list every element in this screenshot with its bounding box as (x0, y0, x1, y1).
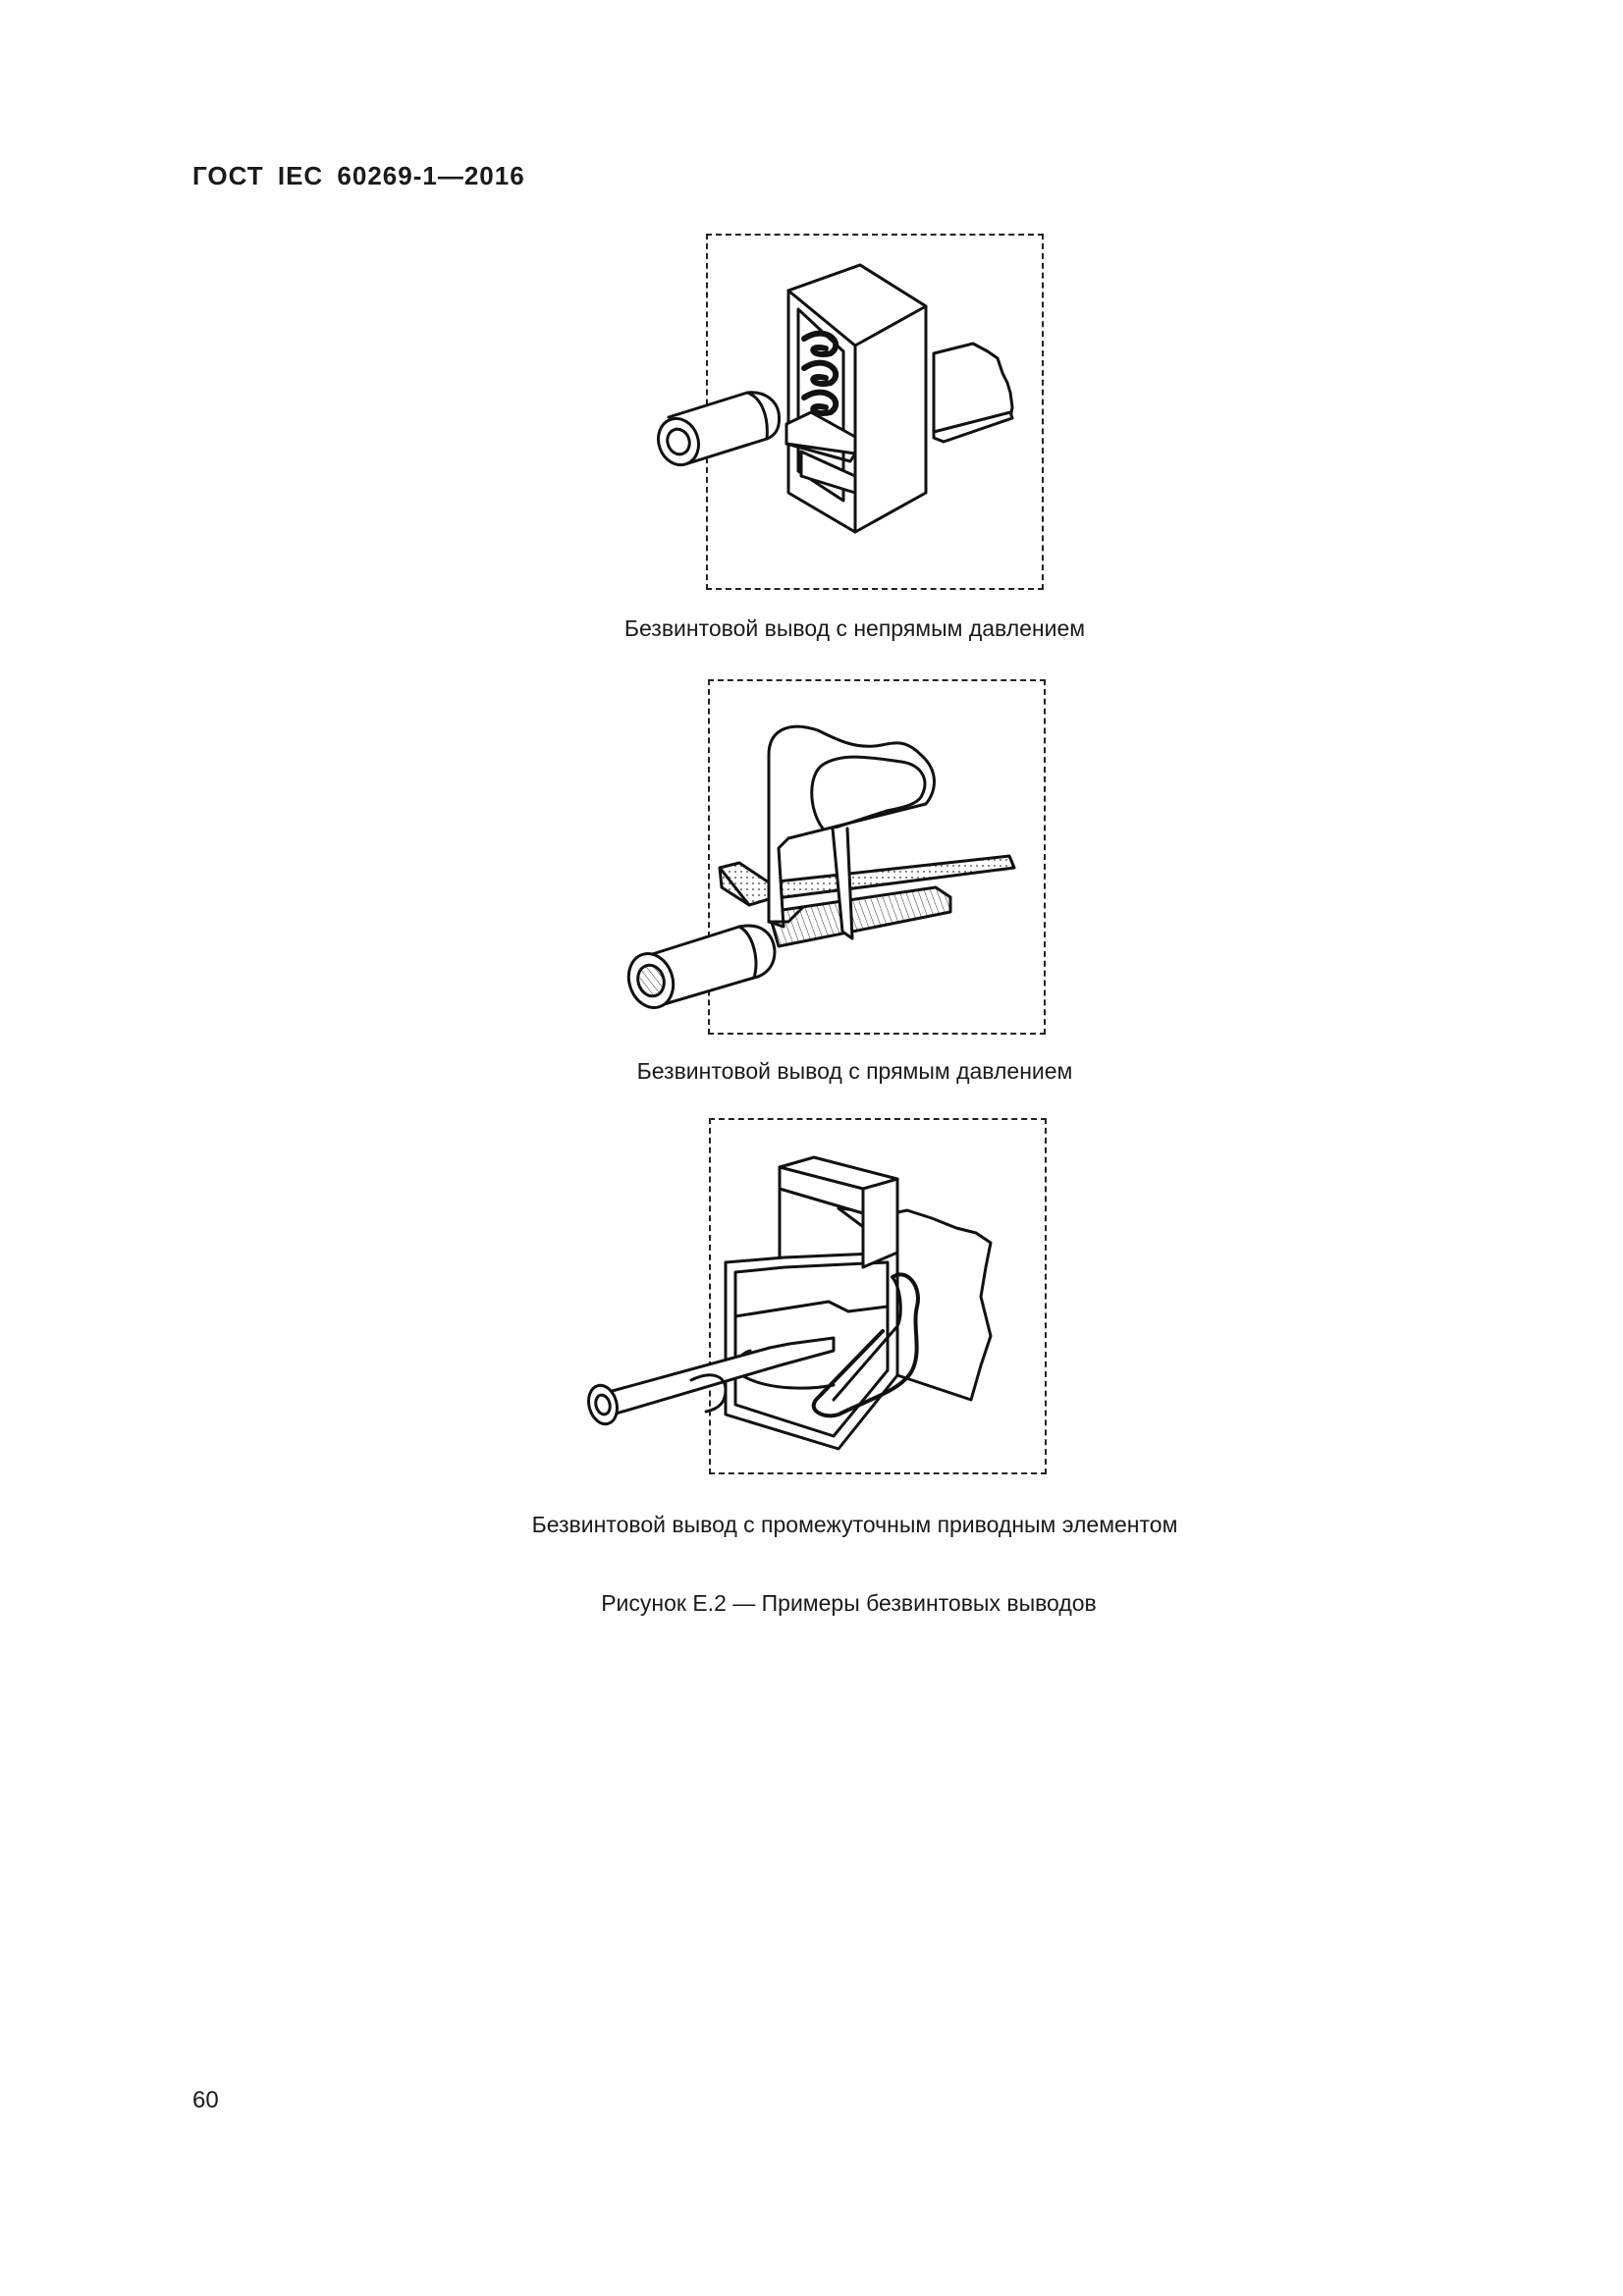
figure-title: Рисунок Е.2 — Примеры безвинтовых выводов (601, 1590, 1097, 1616)
intermediate-element-terminal-drawing (711, 1120, 1049, 1476)
figure-caption-indirect: Безвинтовой вывод с непрямым давлением (623, 615, 1086, 641)
figure-caption-direct: Безвинтовой вывод с прямым давлением (636, 1058, 1073, 1084)
document-header: ГОСТ IEC 60269-1—2016 (192, 161, 525, 190)
figure-direct-pressure (708, 679, 1046, 1035)
figure-indirect-pressure (706, 234, 1044, 590)
page-number: 60 (192, 2087, 219, 2113)
direct-pressure-terminal-drawing (710, 681, 1048, 1037)
figure-intermediate-element (709, 1118, 1047, 1474)
figure-caption-intermediate: Безвинтовой вывод с промежуточным приводным элементом (531, 1512, 1178, 1537)
indirect-pressure-terminal-drawing (708, 236, 1046, 592)
